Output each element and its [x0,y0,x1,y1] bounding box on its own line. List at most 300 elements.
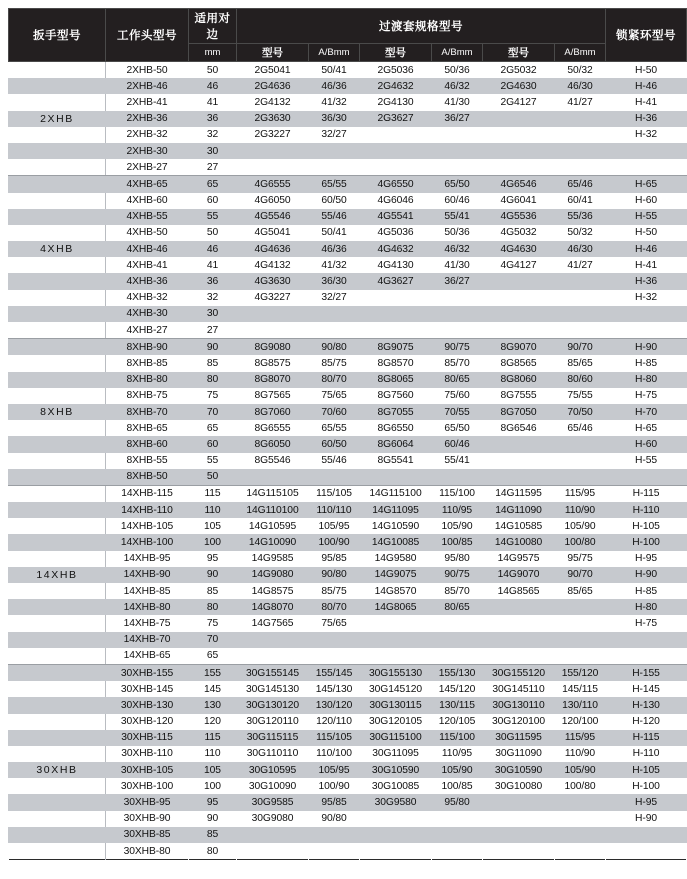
cell-adapter-model-3: 30G11595 [483,730,555,746]
cell-adapter-ab-1 [309,469,360,486]
cell-applicable-size: 65 [189,648,237,665]
table-row [9,762,687,778]
cell-applicable-size: 130 [189,697,237,713]
cell-adapter-model-3: 8G7050 [483,404,555,420]
cell-lock-ring-model: H-110 [606,746,687,762]
cell-lock-ring-model: H-130 [606,697,687,713]
table-row [9,534,687,550]
cell-adapter-model-1 [237,827,309,843]
table-body [9,62,687,860]
cell-adapter-model-1: 2G3630 [237,111,309,127]
cell-head-model: 30XHB-155 [106,664,189,681]
cell-adapter-ab-3: 110/90 [555,502,606,518]
cell-lock-ring-model: H-115 [606,730,687,746]
cell-head-model: 30XHB-110 [106,746,189,762]
cell-head-model: 14XHB-65 [106,648,189,665]
cell-adapter-model-3: 4G5032 [483,225,555,241]
cell-head-model: 30XHB-90 [106,811,189,827]
table-row [9,567,687,583]
cell-adapter-model-2: 2G4130 [360,94,432,110]
cell-adapter-ab-3: 115/95 [555,485,606,502]
cell-adapter-model-2 [360,811,432,827]
cell-adapter-model-2: 30G145120 [360,681,432,697]
cell-lock-ring-model: H-46 [606,78,687,94]
cell-adapter-ab-1: 85/75 [309,355,360,371]
cell-adapter-ab-1: 60/50 [309,193,360,209]
cell-wrench-model: 8XHB [9,404,106,420]
cell-head-model: 8XHB-65 [106,420,189,436]
cell-adapter-ab-2: 145/120 [432,681,483,697]
col-header-wrench-model: 扳手型号 [9,9,106,62]
cell-adapter-model-2: 30G9580 [360,794,432,810]
cell-applicable-size: 80 [189,843,237,860]
cell-applicable-size: 85 [189,355,237,371]
cell-adapter-model-3 [483,827,555,843]
cell-head-model: 2XHB-36 [106,111,189,127]
cell-adapter-ab-2 [432,827,483,843]
cell-adapter-model-3: 14G9575 [483,551,555,567]
cell-adapter-model-3 [483,599,555,615]
table-row [9,746,687,762]
cell-adapter-ab-3: 70/50 [555,404,606,420]
cell-adapter-ab-3 [555,811,606,827]
cell-adapter-model-2: 14G11095 [360,502,432,518]
cell-adapter-ab-2: 105/90 [432,762,483,778]
cell-lock-ring-model: H-85 [606,355,687,371]
cell-adapter-ab-1: 115/105 [309,730,360,746]
cell-lock-ring-model: H-100 [606,778,687,794]
cell-applicable-size: 95 [189,794,237,810]
cell-adapter-ab-1: 50/41 [309,62,360,79]
cell-adapter-model-1: 4G5041 [237,225,309,241]
cell-adapter-ab-2 [432,615,483,631]
cell-adapter-model-2: 30G10085 [360,778,432,794]
cell-adapter-model-1: 4G5546 [237,209,309,225]
cell-adapter-ab-3 [555,648,606,665]
table-row [9,111,687,127]
cell-adapter-ab-2: 60/46 [432,193,483,209]
cell-wrench-model [9,534,106,550]
cell-adapter-ab-2 [432,159,483,176]
cell-wrench-model [9,78,106,94]
cell-adapter-model-3 [483,436,555,452]
cell-adapter-model-3 [483,273,555,289]
cell-adapter-ab-3 [555,273,606,289]
cell-head-model: 2XHB-50 [106,62,189,79]
table-row [9,241,687,257]
cell-adapter-ab-1: 90/80 [309,339,360,356]
cell-lock-ring-model: H-55 [606,453,687,469]
cell-adapter-ab-3: 90/70 [555,339,606,356]
cell-adapter-ab-2: 95/80 [432,551,483,567]
cell-lock-ring-model: H-32 [606,290,687,306]
cell-adapter-model-3 [483,111,555,127]
cell-applicable-size: 32 [189,290,237,306]
table-row [9,778,687,794]
cell-adapter-ab-2: 65/50 [432,420,483,436]
cell-adapter-ab-1 [309,843,360,860]
cell-adapter-ab-2: 115/100 [432,730,483,746]
cell-wrench-model [9,176,106,193]
cell-head-model: 8XHB-75 [106,388,189,404]
cell-adapter-ab-1: 75/65 [309,615,360,631]
cell-adapter-model-3 [483,469,555,486]
cell-adapter-ab-3: 105/90 [555,762,606,778]
cell-applicable-size: 55 [189,453,237,469]
cell-wrench-model [9,94,106,110]
cell-adapter-model-3: 14G9070 [483,567,555,583]
cell-adapter-ab-3: 100/80 [555,778,606,794]
cell-applicable-size: 105 [189,762,237,778]
cell-wrench-model [9,306,106,322]
col-subheader-ab-1: A/Bmm [309,44,360,62]
cell-adapter-model-2: 4G4130 [360,257,432,273]
cell-adapter-ab-2: 75/60 [432,388,483,404]
cell-adapter-ab-1: 50/41 [309,225,360,241]
cell-wrench-model: 14XHB [9,567,106,583]
cell-lock-ring-model [606,648,687,665]
cell-lock-ring-model: H-60 [606,436,687,452]
cell-adapter-ab-3: 105/90 [555,518,606,534]
cell-wrench-model [9,730,106,746]
cell-adapter-ab-3 [555,794,606,810]
cell-head-model: 4XHB-60 [106,193,189,209]
cell-applicable-size: 70 [189,632,237,648]
cell-adapter-ab-1: 46/36 [309,78,360,94]
cell-adapter-ab-2: 85/70 [432,355,483,371]
cell-adapter-model-1: 4G4132 [237,257,309,273]
cell-adapter-model-3: 8G9070 [483,339,555,356]
cell-adapter-ab-3: 55/36 [555,209,606,225]
table-row [9,127,687,143]
cell-adapter-model-3 [483,453,555,469]
cell-adapter-model-3: 2G4630 [483,78,555,94]
wrench-spec-table [8,8,687,860]
cell-adapter-ab-2 [432,648,483,665]
cell-adapter-model-2: 4G3627 [360,273,432,289]
col-header-adapter-group: 过渡套规格型号 [237,9,606,44]
cell-adapter-model-1: 4G3227 [237,290,309,306]
cell-wrench-model [9,225,106,241]
cell-applicable-size: 60 [189,436,237,452]
cell-head-model: 14XHB-85 [106,583,189,599]
cell-adapter-model-2 [360,843,432,860]
cell-adapter-model-3: 30G120100 [483,714,555,730]
cell-head-model: 30XHB-130 [106,697,189,713]
cell-adapter-ab-2: 155/130 [432,664,483,681]
col-subheader-model-2: 型号 [360,44,432,62]
table-row [9,290,687,306]
cell-applicable-size: 70 [189,404,237,420]
cell-lock-ring-model: H-115 [606,485,687,502]
cell-adapter-model-1: 2G3227 [237,127,309,143]
cell-head-model: 8XHB-70 [106,404,189,420]
cell-adapter-ab-2 [432,322,483,339]
cell-adapter-model-2: 4G6550 [360,176,432,193]
cell-adapter-ab-1: 55/46 [309,209,360,225]
cell-applicable-size: 50 [189,469,237,486]
cell-adapter-model-1: 8G9080 [237,339,309,356]
cell-adapter-model-1: 30G110110 [237,746,309,762]
cell-applicable-size: 55 [189,209,237,225]
cell-head-model: 30XHB-105 [106,762,189,778]
cell-adapter-model-3: 30G11090 [483,746,555,762]
cell-lock-ring-model [606,469,687,486]
cell-head-model: 8XHB-60 [106,436,189,452]
cell-adapter-model-1: 8G7060 [237,404,309,420]
cell-adapter-model-3: 30G145110 [483,681,555,697]
cell-wrench-model [9,697,106,713]
cell-applicable-size: 32 [189,127,237,143]
cell-adapter-model-3 [483,794,555,810]
cell-applicable-size: 100 [189,778,237,794]
cell-applicable-size: 80 [189,599,237,615]
cell-head-model: 4XHB-65 [106,176,189,193]
cell-applicable-size: 46 [189,241,237,257]
cell-lock-ring-model: H-95 [606,551,687,567]
cell-adapter-model-1: 14G8575 [237,583,309,599]
table-row [9,420,687,436]
cell-applicable-size: 110 [189,502,237,518]
cell-wrench-model [9,273,106,289]
cell-head-model: 8XHB-80 [106,372,189,388]
cell-wrench-model [9,518,106,534]
cell-wrench-model [9,599,106,615]
cell-adapter-ab-1 [309,306,360,322]
cell-adapter-model-3: 30G155120 [483,664,555,681]
cell-head-model: 8XHB-85 [106,355,189,371]
cell-head-model: 30XHB-95 [106,794,189,810]
cell-lock-ring-model: H-60 [606,193,687,209]
cell-adapter-ab-1 [309,143,360,159]
cell-adapter-model-1: 30G9080 [237,811,309,827]
cell-adapter-model-2 [360,632,432,648]
cell-adapter-model-2: 8G5541 [360,453,432,469]
cell-head-model: 14XHB-70 [106,632,189,648]
table-row [9,843,687,860]
cell-wrench-model [9,664,106,681]
cell-adapter-ab-1: 155/145 [309,664,360,681]
cell-adapter-model-2: 2G4632 [360,78,432,94]
cell-adapter-ab-3: 41/27 [555,257,606,273]
cell-adapter-model-3: 8G6546 [483,420,555,436]
cell-applicable-size: 90 [189,339,237,356]
table-row [9,436,687,452]
cell-adapter-ab-3 [555,322,606,339]
cell-wrench-model [9,322,106,339]
cell-adapter-model-1: 4G3630 [237,273,309,289]
cell-adapter-model-2: 14G115100 [360,485,432,502]
cell-lock-ring-model [606,843,687,860]
cell-adapter-model-1: 14G9080 [237,567,309,583]
cell-adapter-ab-2: 41/30 [432,257,483,273]
cell-applicable-size: 115 [189,485,237,502]
cell-lock-ring-model: H-75 [606,388,687,404]
cell-adapter-ab-2 [432,811,483,827]
cell-wrench-model [9,714,106,730]
cell-adapter-model-2 [360,290,432,306]
cell-wrench-model [9,436,106,452]
table-row [9,697,687,713]
cell-wrench-model [9,681,106,697]
cell-head-model: 4XHB-27 [106,322,189,339]
cell-adapter-ab-3 [555,306,606,322]
cell-wrench-model [9,485,106,502]
cell-adapter-ab-1: 85/75 [309,583,360,599]
cell-adapter-ab-2: 46/32 [432,241,483,257]
cell-wrench-model [9,388,106,404]
cell-head-model: 4XHB-46 [106,241,189,257]
cell-adapter-model-1 [237,469,309,486]
cell-adapter-ab-3: 46/30 [555,78,606,94]
cell-applicable-size: 75 [189,615,237,631]
cell-lock-ring-model [606,143,687,159]
cell-adapter-ab-3: 100/80 [555,534,606,550]
cell-lock-ring-model: H-46 [606,241,687,257]
cell-adapter-ab-1 [309,632,360,648]
cell-adapter-ab-2: 36/27 [432,273,483,289]
cell-adapter-model-3 [483,306,555,322]
cell-adapter-model-2: 30G11095 [360,746,432,762]
cell-lock-ring-model: H-41 [606,257,687,273]
cell-lock-ring-model: H-50 [606,62,687,79]
table-row [9,209,687,225]
cell-adapter-ab-3: 50/32 [555,225,606,241]
cell-adapter-ab-2: 80/65 [432,599,483,615]
table-row [9,730,687,746]
cell-adapter-model-1: 8G8575 [237,355,309,371]
cell-adapter-model-1: 30G10090 [237,778,309,794]
cell-applicable-size: 85 [189,583,237,599]
col-header-lock-ring-model: 锁紧环型号 [606,9,687,62]
cell-adapter-model-1 [237,306,309,322]
cell-adapter-model-2: 30G155130 [360,664,432,681]
cell-wrench-model [9,551,106,567]
cell-adapter-model-2: 2G3627 [360,111,432,127]
cell-adapter-ab-1: 100/90 [309,778,360,794]
cell-lock-ring-model: H-36 [606,111,687,127]
cell-adapter-model-2: 30G115100 [360,730,432,746]
cell-adapter-ab-2 [432,143,483,159]
cell-adapter-ab-2 [432,290,483,306]
cell-lock-ring-model: H-70 [606,404,687,420]
cell-lock-ring-model: H-90 [606,567,687,583]
cell-adapter-model-2: 4G4632 [360,241,432,257]
cell-adapter-model-2 [360,322,432,339]
cell-head-model: 30XHB-80 [106,843,189,860]
cell-adapter-model-2 [360,143,432,159]
cell-adapter-ab-3 [555,469,606,486]
cell-adapter-model-1: 30G130120 [237,697,309,713]
cell-lock-ring-model: H-155 [606,664,687,681]
cell-adapter-ab-3 [555,632,606,648]
cell-adapter-model-3: 4G4127 [483,257,555,273]
cell-adapter-ab-1: 95/85 [309,551,360,567]
cell-adapter-ab-1: 55/46 [309,453,360,469]
cell-adapter-ab-2: 70/55 [432,404,483,420]
cell-adapter-model-3: 4G6546 [483,176,555,193]
cell-head-model: 30XHB-85 [106,827,189,843]
cell-adapter-ab-3: 50/32 [555,62,606,79]
cell-head-model: 14XHB-105 [106,518,189,534]
cell-adapter-ab-1: 130/120 [309,697,360,713]
cell-wrench-model: 2XHB [9,111,106,127]
cell-adapter-model-1 [237,632,309,648]
cell-adapter-model-3: 8G7555 [483,388,555,404]
table-row [9,615,687,631]
cell-adapter-ab-1: 70/60 [309,404,360,420]
table-row [9,78,687,94]
cell-adapter-model-3: 30G10080 [483,778,555,794]
cell-head-model: 4XHB-50 [106,225,189,241]
table-row [9,518,687,534]
cell-adapter-model-3: 14G8565 [483,583,555,599]
cell-adapter-model-1: 4G4636 [237,241,309,257]
cell-head-model: 8XHB-55 [106,453,189,469]
cell-adapter-model-1: 14G110100 [237,502,309,518]
cell-applicable-size: 46 [189,78,237,94]
cell-applicable-size: 30 [189,306,237,322]
col-subheader-ab-2: A/Bmm [432,44,483,62]
table-row [9,322,687,339]
cell-adapter-model-2: 30G130115 [360,697,432,713]
cell-adapter-ab-1: 36/30 [309,273,360,289]
cell-adapter-model-3 [483,615,555,631]
cell-adapter-model-1: 30G115115 [237,730,309,746]
cell-adapter-model-3: 4G4630 [483,241,555,257]
table-row [9,193,687,209]
cell-adapter-ab-1: 110/110 [309,502,360,518]
cell-wrench-model [9,453,106,469]
col-header-head-model: 工作头型号 [106,9,189,62]
cell-applicable-size: 145 [189,681,237,697]
cell-applicable-size: 60 [189,193,237,209]
cell-adapter-model-2 [360,306,432,322]
table-row [9,551,687,567]
table-row [9,176,687,193]
table-row [9,339,687,356]
cell-adapter-ab-2: 115/100 [432,485,483,502]
table-row [9,453,687,469]
cell-adapter-model-2 [360,827,432,843]
cell-wrench-model [9,143,106,159]
cell-adapter-ab-3 [555,111,606,127]
cell-adapter-ab-3: 85/65 [555,583,606,599]
cell-adapter-ab-3 [555,827,606,843]
table-row [9,714,687,730]
table-row [9,62,687,79]
cell-adapter-ab-3 [555,159,606,176]
cell-adapter-model-1: 30G155145 [237,664,309,681]
cell-adapter-model-2: 30G10590 [360,762,432,778]
cell-wrench-model [9,648,106,665]
cell-adapter-ab-3: 65/46 [555,420,606,436]
cell-adapter-model-1: 14G115105 [237,485,309,502]
cell-adapter-ab-2: 50/36 [432,62,483,79]
cell-adapter-ab-1: 75/65 [309,388,360,404]
cell-lock-ring-model: H-65 [606,176,687,193]
cell-adapter-ab-1 [309,159,360,176]
cell-adapter-ab-1: 41/32 [309,257,360,273]
cell-adapter-ab-1: 65/55 [309,176,360,193]
cell-adapter-ab-2: 120/105 [432,714,483,730]
cell-adapter-ab-2: 65/50 [432,176,483,193]
cell-applicable-size: 95 [189,551,237,567]
cell-lock-ring-model: H-110 [606,502,687,518]
cell-adapter-ab-2 [432,632,483,648]
cell-adapter-model-1 [237,159,309,176]
cell-head-model: 14XHB-80 [106,599,189,615]
